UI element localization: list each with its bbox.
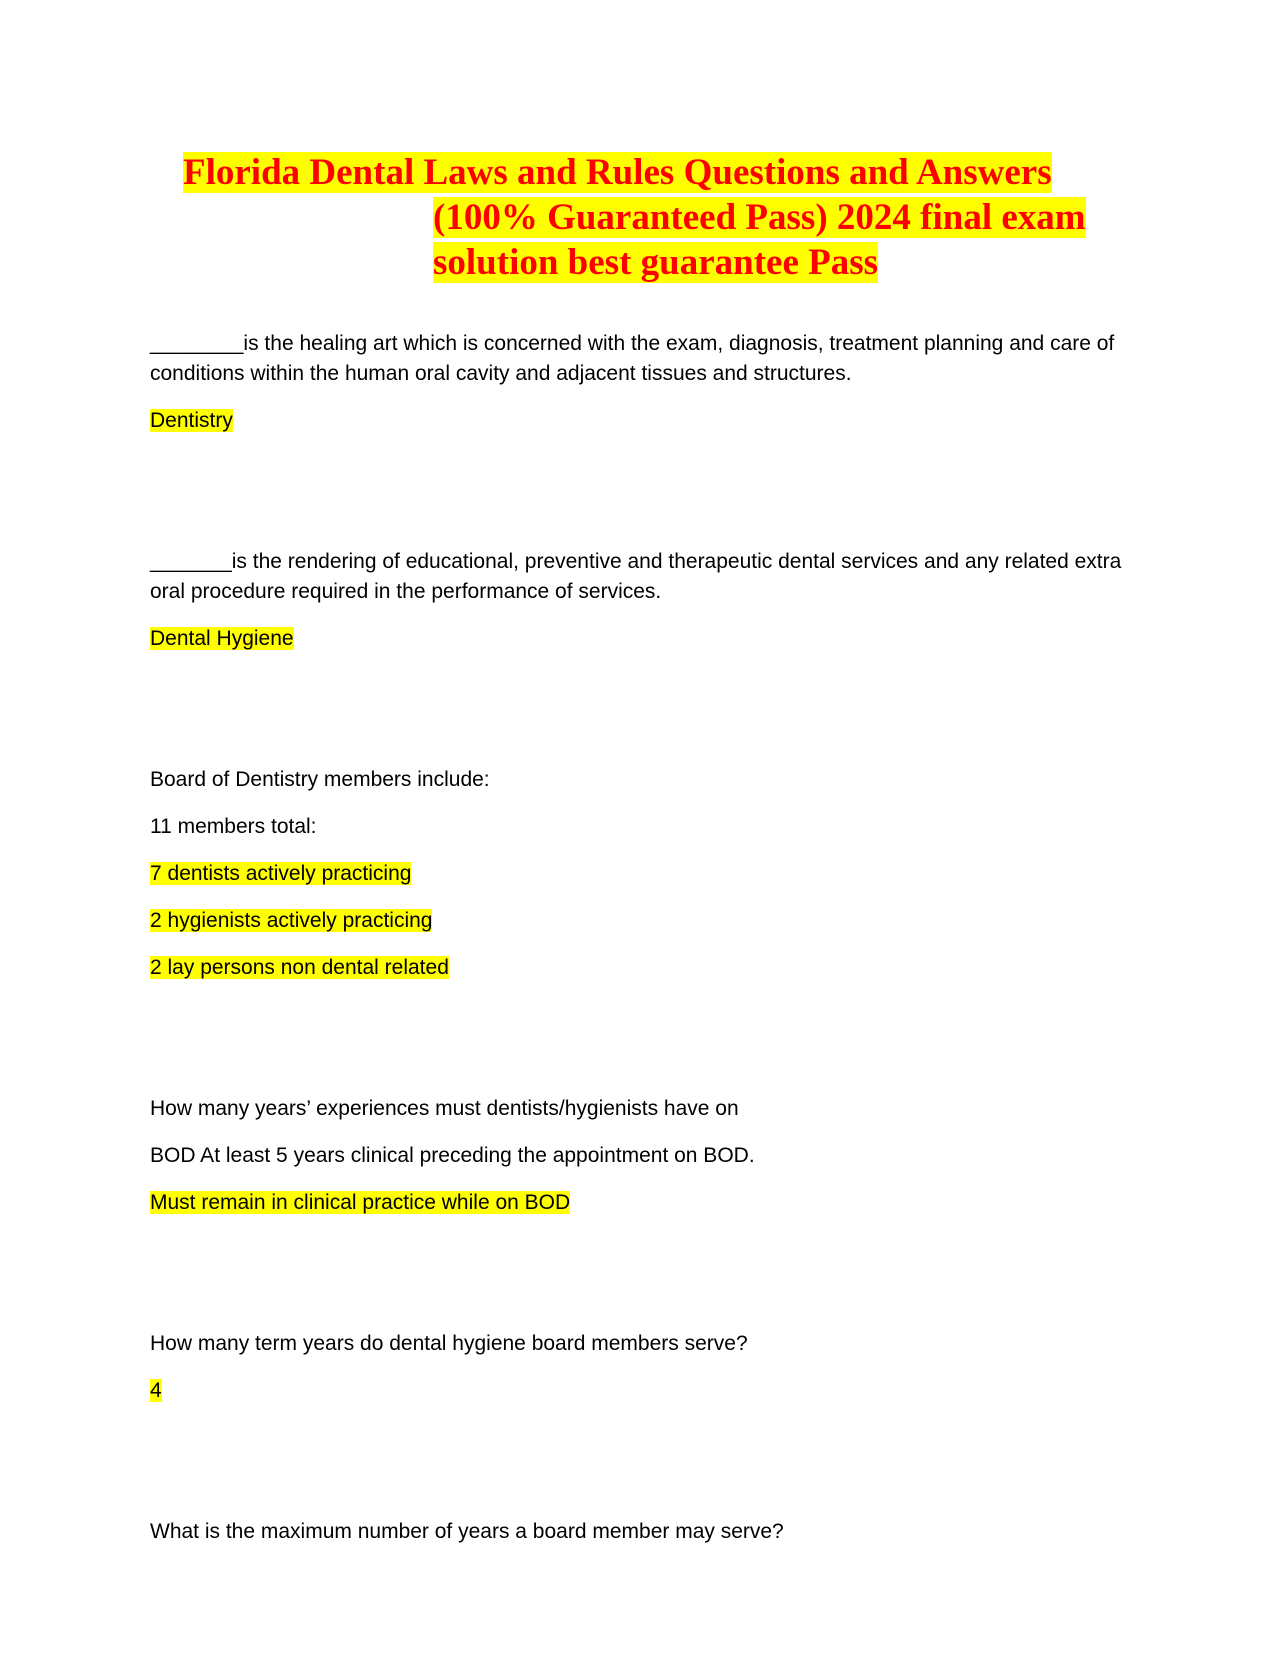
answer-1-text: Dentistry xyxy=(150,409,233,432)
question-3-total: 11 members total: xyxy=(150,815,317,838)
title-line-2: (100% Guaranteed Pass) 2024 final exam xyxy=(433,197,1086,238)
question-4-line-1: How many years’ experiences must dentists/hygienists have on xyxy=(150,1097,739,1120)
answer-5-text: 4 xyxy=(150,1379,162,1402)
answer-1 xyxy=(150,406,1150,436)
answer-3-item-3: 2 lay persons non dental related xyxy=(150,956,449,979)
question-5: How many term years do dental hygiene board members serve? xyxy=(150,1332,748,1355)
question-3: Board of Dentistry members include: xyxy=(150,768,490,791)
answer-4 xyxy=(150,1188,1150,1218)
answer-2-text: Dental Hygiene xyxy=(150,627,294,650)
question-6: What is the maximum number of years a board member may serve? xyxy=(150,1520,784,1543)
question-1-line-1: ________is the healing art which is concerned with the exam, diagnosis, treatment planning and care of xyxy=(150,332,1115,355)
answer-2 xyxy=(150,624,1150,654)
answer-4-text: Must remain in clinical practice while on BOD xyxy=(150,1191,571,1214)
question-4-line-2: BOD At least 5 years clinical preceding the appointment on BOD. xyxy=(150,1144,755,1167)
title-line-1: Florida Dental Laws and Rules Questions and Answers xyxy=(183,152,1052,193)
answer-3-item xyxy=(150,859,1150,889)
answer-3-item-1: 7 dentists actively practicing xyxy=(150,862,412,885)
document-title xyxy=(183,150,1123,285)
answer-5 xyxy=(150,1376,1150,1406)
answer-3-item xyxy=(150,953,1150,983)
question-1-line-2: conditions within the human oral cavity and adjacent tissues and structures. xyxy=(150,362,852,385)
answer-3-item-2: 2 hygienists actively practicing xyxy=(150,909,433,932)
title-line-3: solution best guarantee Pass xyxy=(433,242,879,283)
question-2-line-1: _______is the rendering of educational, preventive and therapeutic dental services and any related extra xyxy=(150,550,1122,573)
answer-3-item xyxy=(150,906,1150,936)
question-2-line-2: oral procedure required in the performance of services. xyxy=(150,580,662,603)
